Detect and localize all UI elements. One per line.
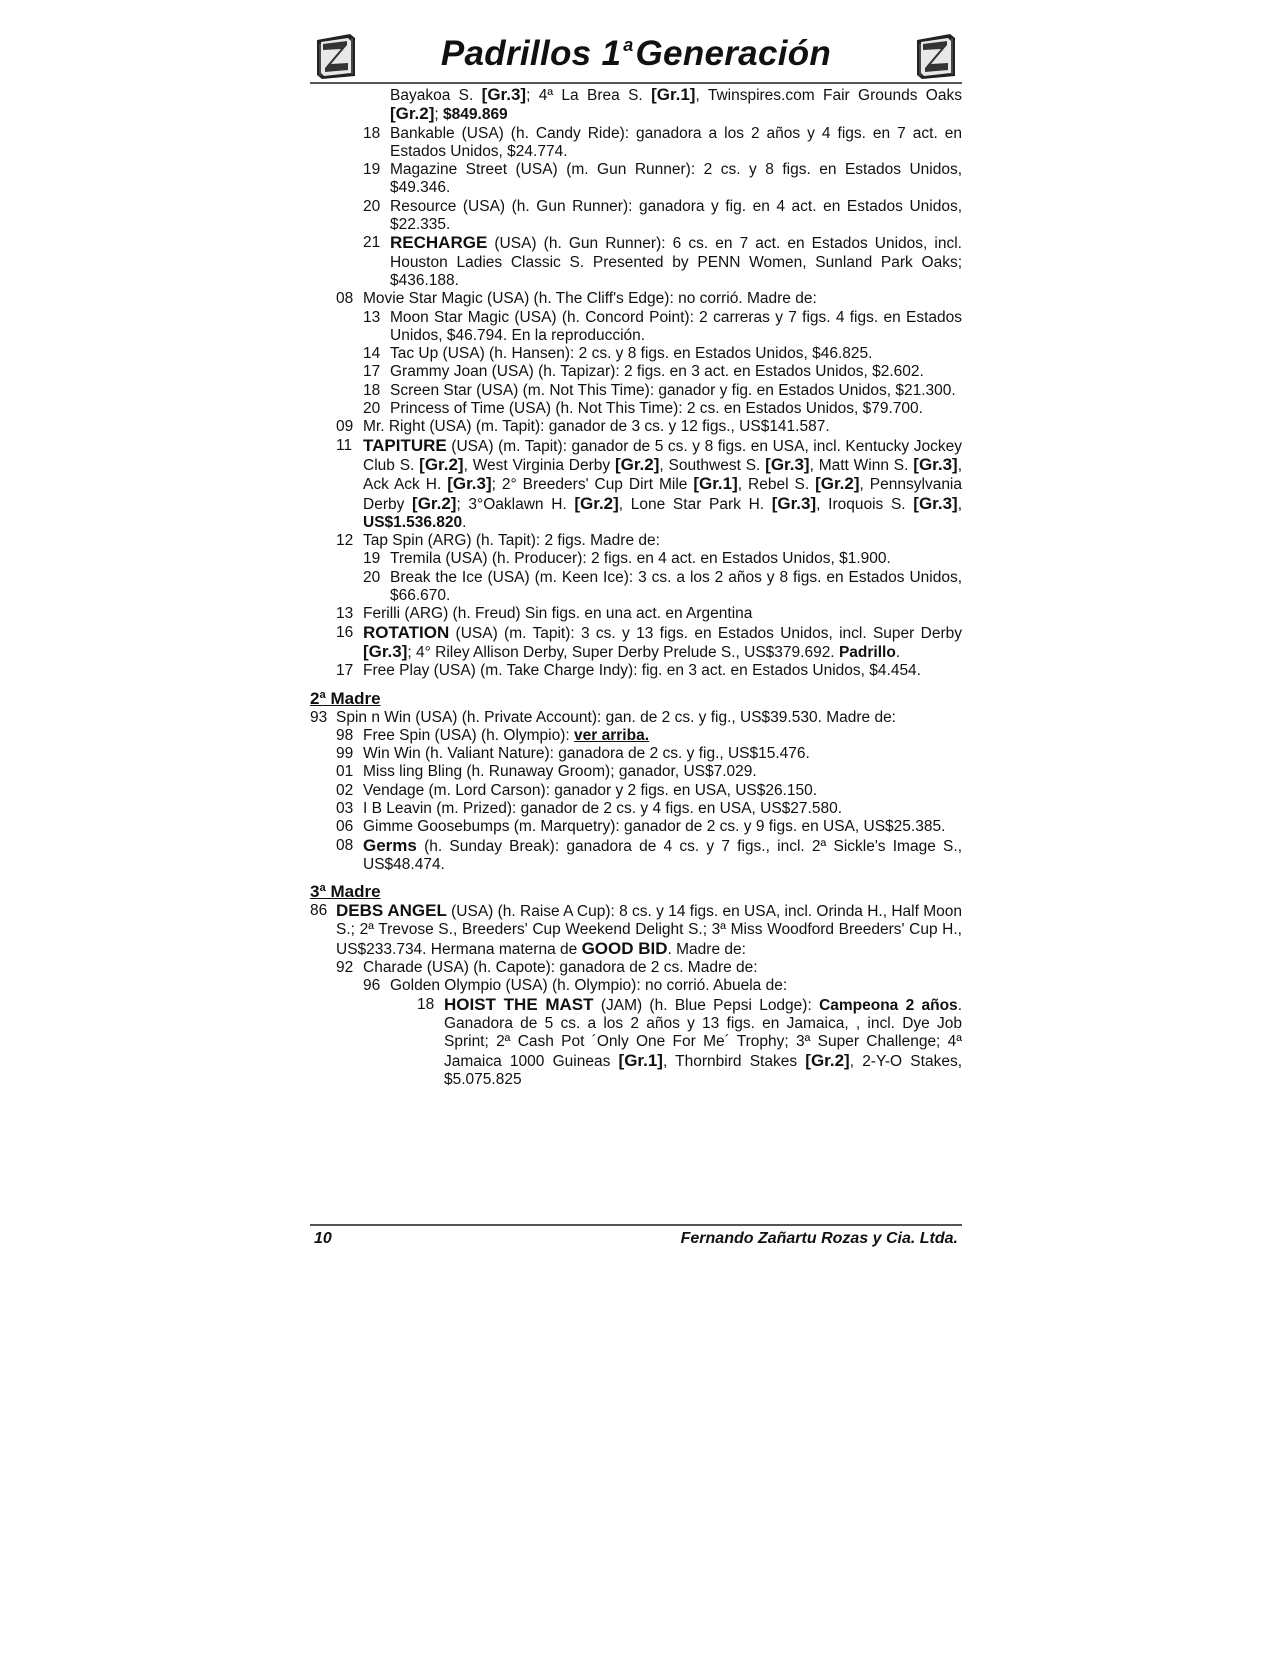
list-item: 16 ROTATION (USA) (m. Tapit): 3 cs. y 13 figs. en Estados Unidos, incl. Super Derby [Gr.3]; 4° Riley Allison Derby, Super Derby Prelude S., US$379.692. Padrillo. [336, 622, 962, 661]
list-item: 18 HOIST THE MAST (JAM) (h. Blue Pepsi Lodge): Campeona 2 años. Ganadora de 5 cs. a los 2 años y 13 figs. en Jamaica, , incl. Dye Job Sprint; 2ª Cash Pot ´Only One For Me´ Trophy; 3ª Super Challenge; 4ª Jamaica 1000 Guineas [Gr.1], Thornbird Stakes [Gr.2], 2-Y-O Stakes, $5.075.825 [417, 994, 962, 1088]
list-item: 12 Tap Spin (ARG) (h. Tapit): 2 figs. Madre de: [336, 532, 660, 550]
list-item: 11 TAPITURE (USA) (m. Tapit): ganador de 5 cs. y 8 figs. en USA, incl. Kentucky Jockey Club S. [Gr.2], West Virginia Derby [Gr.2], Southwest S. [Gr.3], Matt Winn S. [Gr.3], Ack Ack H. [Gr.3]; 2° Breeders' Cup Dirt Mile [Gr.1], Rebel S. [Gr.2], Pennsylvania Derby [Gr.2]; 3°Oaklawn H. [Gr.2], Lone Star Park H. [Gr.3], Iroquois S. [Gr.3], US$1.536.820. [336, 435, 963, 531]
section-heading: 3ª Madre [310, 882, 381, 902]
list-item: 09 Mr. Right (USA) (m. Tapit): ganador de 3 cs. y 12 figs., US$141.587. [336, 418, 830, 436]
pedigree-content [310, 86, 962, 1089]
list-item: 19 Tremila (USA) (h. Producer): 2 figs. en 4 act. en Estados Unidos, $1.900. [363, 550, 891, 568]
list-item: 99 Win Win (h. Valiant Nature): ganadora de 2 cs. y fig., US$15.476. [336, 745, 810, 763]
list-item: 21 RECHARGE (USA) (h. Gun Runner): 6 cs. en 7 act. en Estados Unidos, incl. Houston Ladies Classic S. Presented by PENN Women, Sunland Park Oaks; $436.188. [363, 233, 962, 289]
list-item: 96 Golden Olympio (USA) (h. Olympio): no corrió. Abuela de: [363, 977, 788, 995]
company-name: Fernando Zañartu Rozas y Cia. Ltda. [680, 1230, 958, 1247]
list-item: 08 Movie Star Magic (USA) (h. The Cliff's Edge): no corrió. Madre de: [336, 290, 817, 308]
list-item: 17 Grammy Joan (USA) (h. Tapizar): 2 figs. en 3 act. en Estados Unidos, $2.602. [363, 363, 924, 381]
list-item: 98 Free Spin (USA) (h. Olympio): ver arriba. [336, 726, 649, 744]
page [310, 30, 962, 1089]
list-item: 13 Moon Star Magic (USA) (h. Concord Point): 2 carreras y 7 figs. 4 figs. en Estados Unidos, $46.794. En la reproducción. [363, 308, 962, 344]
logo-icon [914, 32, 958, 80]
list-item: 18 Screen Star (USA) (m. Not This Time): ganador y fig. en Estados Unidos, $21.300. [363, 381, 956, 399]
section-heading: 2ª Madre [310, 688, 381, 708]
list-item: 06 Gimme Goosebumps (m. Marquetry): ganador de 2 cs. y 9 figs. en USA, US$25.385. [336, 818, 946, 836]
list-item: 03 I B Leavin (m. Prized): ganador de 2 cs. y 4 figs. en USA, US$27.580. [336, 799, 843, 817]
page-header [310, 30, 962, 84]
list-item: 13 Ferilli (ARG) (h. Freud) Sin figs. en una act. en Argentina [336, 605, 753, 623]
list-item: 92 Charade (USA) (h. Capote): ganadora de 2 cs. Madre de: [336, 959, 758, 977]
list-item: 19 Magazine Street (USA) (m. Gun Runner): 2 cs. y 8 figs. en Estados Unidos, $49.346. [363, 161, 962, 197]
see-above-link: ver arriba. [574, 726, 649, 744]
page-number: 10 [314, 1230, 332, 1247]
list-item: 93 Spin n Win (USA) (h. Private Account): gan. de 2 cs. y fig., US$39.530. Madre de: [310, 708, 896, 726]
page-footer [310, 1224, 962, 1252]
list-item: 18 Bankable (USA) (h. Candy Ride): ganadora a los 2 años y 4 figs. en 7 act. en Estados Unidos, $24.774. [363, 124, 962, 160]
list-item: 02 Vendage (m. Lord Carson): ganador y 2 figs. en USA, US$26.150. [336, 781, 818, 799]
list-item: 20 Break the Ice (USA) (m. Keen Ice): 3 cs. a los 2 años y 8 figs. en Estados Unidos, $66.670. [363, 568, 962, 605]
list-item: 01 Miss ling Bling (h. Runaway Groom); ganador, US$7.029. [336, 763, 757, 781]
page-title: Padrillos 1 $^a$Generación [440, 34, 832, 73]
list-item: Bayakoa S. [Gr.3]; 4ª La Brea S. [Gr.1], Twinspires.com Fair Grounds Oaks [Gr.2]; $849.869 [390, 85, 962, 124]
list-item: 08 Germs (h. Sunday Break): ganadora de 4 cs. y 7 figs., incl. 2ª Sickle's Image S., US$48.474. [336, 835, 962, 873]
list-item: 20 Princess of Time (USA) (h. Not This Time): 2 cs. en Estados Unidos, $79.700. [363, 400, 923, 418]
list-item: 17 Free Play (USA) (m. Take Charge Indy): fig. en 3 act. en Estados Unidos, $4.454. [336, 662, 921, 680]
list-item: 86 DEBS ANGEL (USA) (h. Raise A Cup): 8 cs. y 14 figs. en USA, incl. Orinda H., Half Moon S.; 2ª Trevose S., Breeders' Cup Weekend Delight S.; 3ª Miss Woodford Breeders' Cup H., US$233.734. Hermana materna de GOOD BID. Madre de: [310, 901, 962, 958]
list-item: 20 Resource (USA) (h. Gun Runner): ganadora y fig. en 4 act. en Estados Unidos, $22.335. [363, 197, 962, 234]
list-item: 14 Tac Up (USA) (h. Hansen): 2 cs. y 8 figs. en Estados Unidos, $46.825. [363, 345, 873, 363]
